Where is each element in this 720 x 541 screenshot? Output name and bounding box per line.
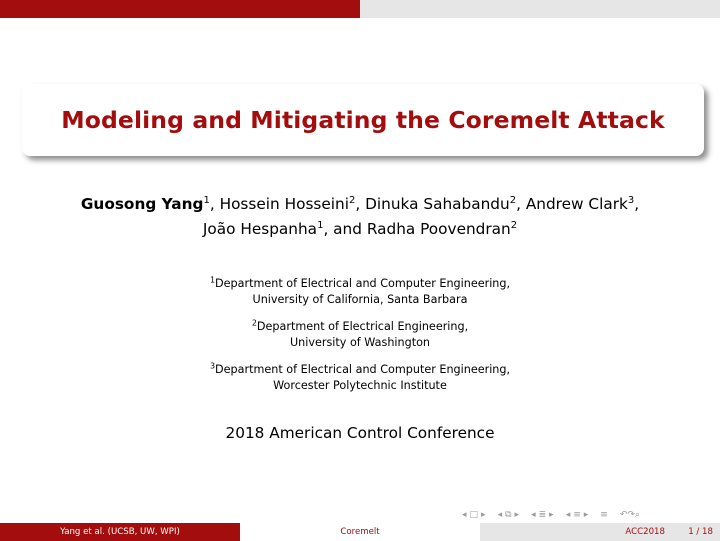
author-affiliation-mark: 1: [317, 219, 324, 231]
section-prev-icon[interactable]: ◂: [531, 510, 536, 520]
author-name: Guosong Yang: [80, 195, 204, 213]
align-icon[interactable]: ≡: [600, 510, 608, 520]
author-separator: ,: [634, 195, 640, 213]
footer-authors-text: Yang et al. (UCSB, UW, WPI): [60, 527, 180, 537]
affiliation-department: Department of Electrical and Computer Engineering,: [215, 277, 511, 290]
search-back-forward-icon[interactable]: ↶↷⌕: [619, 510, 640, 520]
affiliation-department: Department of Electrical and Computer Engineering,: [215, 363, 511, 376]
author-affiliation-mark: 2: [510, 219, 518, 231]
footer-authors: [0, 523, 240, 541]
document-prev-icon[interactable]: ◂: [565, 510, 571, 520]
affiliation: [0, 362, 720, 394]
author-separator: ,: [516, 195, 526, 213]
author-list: [0, 192, 720, 242]
footer-title-text: Coremelt: [340, 527, 380, 537]
section-next-icon[interactable]: ▸: [549, 510, 554, 520]
author-affiliation-mark: 2: [509, 194, 517, 206]
footer-info: [480, 523, 720, 541]
slide-title: Modeling and Mitigating the Coremelt Attack: [61, 106, 665, 134]
frame-prev-icon[interactable]: ◂: [462, 510, 467, 520]
progress-bar-fill: [0, 0, 360, 18]
affiliation-mark: 3: [209, 361, 216, 371]
affiliation-mark: 2: [251, 318, 257, 328]
affiliation-department: Department of Electrical Engineering,: [256, 320, 469, 333]
author-separator: ,: [209, 195, 220, 213]
affiliation-mark: 1: [209, 275, 216, 285]
author-affiliation-mark: 2: [349, 194, 356, 206]
author-affiliation-mark: 3: [627, 194, 635, 206]
footer-venue: ACC2018: [625, 527, 665, 537]
author-name: Dinuka Sahabandu: [365, 195, 510, 213]
frame-icon[interactable]: □: [469, 510, 479, 520]
document-next-icon[interactable]: ▸: [583, 510, 589, 520]
footer-title: [240, 523, 480, 541]
author-name: Hossein Hosseini: [219, 195, 349, 213]
progress-bar: [0, 0, 720, 18]
document-icon[interactable]: ≡: [573, 510, 581, 520]
author-separator: , and: [323, 220, 367, 238]
affiliation: [0, 276, 720, 308]
author-name: Radha Poovendran: [366, 220, 511, 238]
author-affiliation-mark: 1: [203, 194, 210, 206]
author-name: Andrew Clark: [525, 195, 628, 213]
footer: [0, 523, 720, 541]
conference-name: 2018 American Control Conference: [225, 424, 495, 442]
subsection-icon[interactable]: ⧉: [505, 510, 512, 520]
subsection-prev-icon[interactable]: ◂: [497, 510, 503, 520]
affiliation: [0, 319, 720, 351]
section-icon[interactable]: ≣: [538, 510, 547, 520]
subsection-next-icon[interactable]: ▸: [514, 510, 520, 520]
affiliation-institution: University of Washington: [289, 336, 431, 349]
frame-next-icon[interactable]: ▸: [481, 510, 486, 520]
affiliation-institution: University of California, Santa Barbara: [252, 293, 468, 306]
author-name: João Hespanha: [202, 220, 318, 238]
title-block: [22, 84, 704, 156]
author-separator: ,: [355, 195, 366, 213]
page-number: 1 / 18: [688, 527, 713, 537]
affiliation-institution: Worcester Polytechnic Institute: [273, 379, 447, 392]
beamer-navigation: [462, 508, 640, 522]
